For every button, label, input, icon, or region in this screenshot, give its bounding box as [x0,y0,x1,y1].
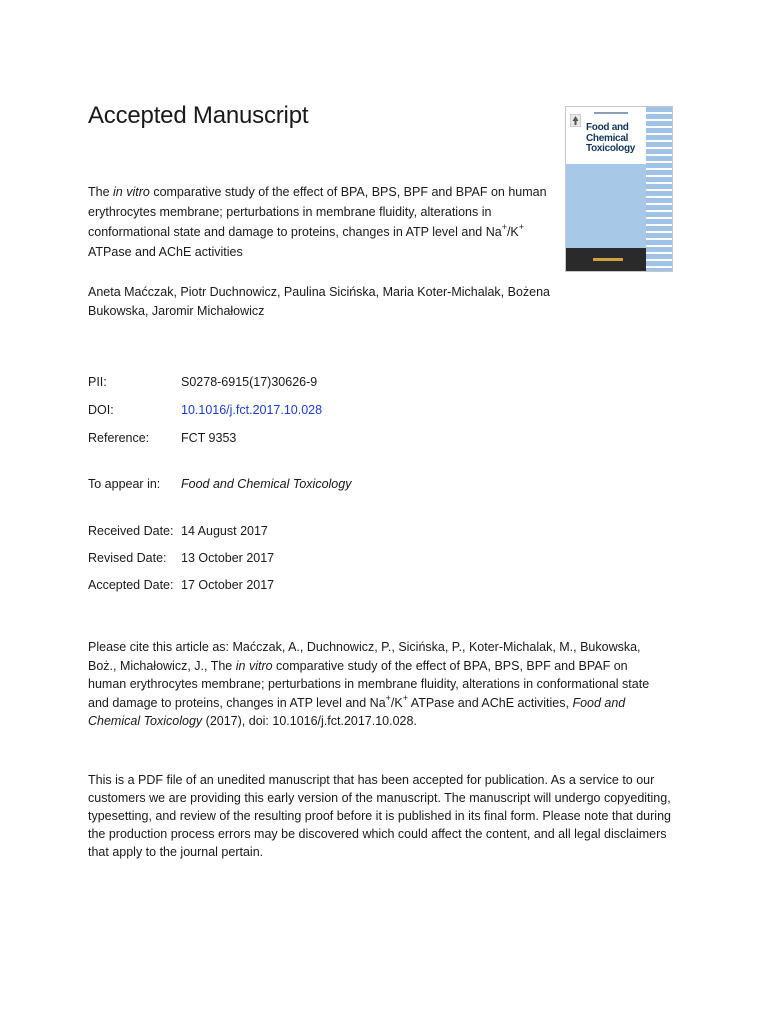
journal-cover-image [565,106,673,272]
reference-value: FCT 9353 [181,431,237,445]
accepted-row [88,578,275,592]
appear-in-row [88,477,352,491]
revised-row [88,551,275,565]
accepted-value: 17 October 2017 [181,578,275,592]
pii-row [88,375,318,389]
pii-label: PII: [88,375,107,389]
reference-label: Reference: [88,431,150,445]
received-row [88,524,268,538]
journal-name: Food and Chemical Toxicology [181,477,352,491]
pii-value: S0278-6915(17)30626-9 [181,375,318,389]
publisher-text-bar [594,112,628,114]
cover-contents-strip [646,107,672,271]
author-list: Aneta Maćczak, Piotr Duchnowicz, Paulina Sicińska, Maria Koter-Michalak, Bożena Bukowska, Jaromir Michałowicz [88,285,551,318]
appear-in-label: To appear in: [88,477,161,491]
article-title: The in vitro comparative study of the effect of BPA, BPS, BPF and BPAF on human erythrocytes membrane; perturbations in membrane fluidity, alterations in conformational state and damage to proteins, changes in ATP level and Na+/K+ ATPase and AChE activities [88,185,547,259]
cover-footer-band [566,248,646,271]
revised-label: Revised Date: [88,551,167,565]
disclaimer-paragraph: This is a PDF file of an unedited manuscript that has been accepted for publication. As a service to our customers we are providing this early version of the manuscript. The manuscript will undergo copyediting, typesetting, and review of the resulting proof before it is published in its final form. Please note that during the production process errors may be discovered which could affect the content, and all legal disclaimers that apply to the journal pertain. [88,773,671,859]
cover-journal-title: Food and Chemical Toxicology [586,122,636,154]
received-value: 14 August 2017 [181,524,268,538]
page-heading: Accepted Manuscript [88,102,309,129]
revised-value: 13 October 2017 [181,551,275,565]
elsevier-tree-icon [570,114,581,127]
accepted-label: Accepted Date: [88,578,174,592]
reference-row [88,431,237,445]
doi-label: DOI: [88,403,114,417]
received-label: Received Date: [88,524,174,538]
doi-link[interactable]: 10.1016/j.fct.2017.10.028 [181,403,323,417]
doi-row [88,403,323,417]
citation-paragraph: Please cite this article as: Maćczak, A., Duchnowicz, P., Sicińska, P., Koter-Michalak, M., Bukowska, Boż., Michałowicz, J., The in vitro comparative study of the effect of BPA, BPS, BPF and BPAF on human erythrocytes membrane; perturbations in membrane fluidity, alterations in conformational state and damage to proteins, changes in ATP level and Na+/K+ ATPase and AChE activities, Food and Chemical Toxicology (2017), doi: 10.1016/j.fct.2017.10.028. [88,640,650,728]
